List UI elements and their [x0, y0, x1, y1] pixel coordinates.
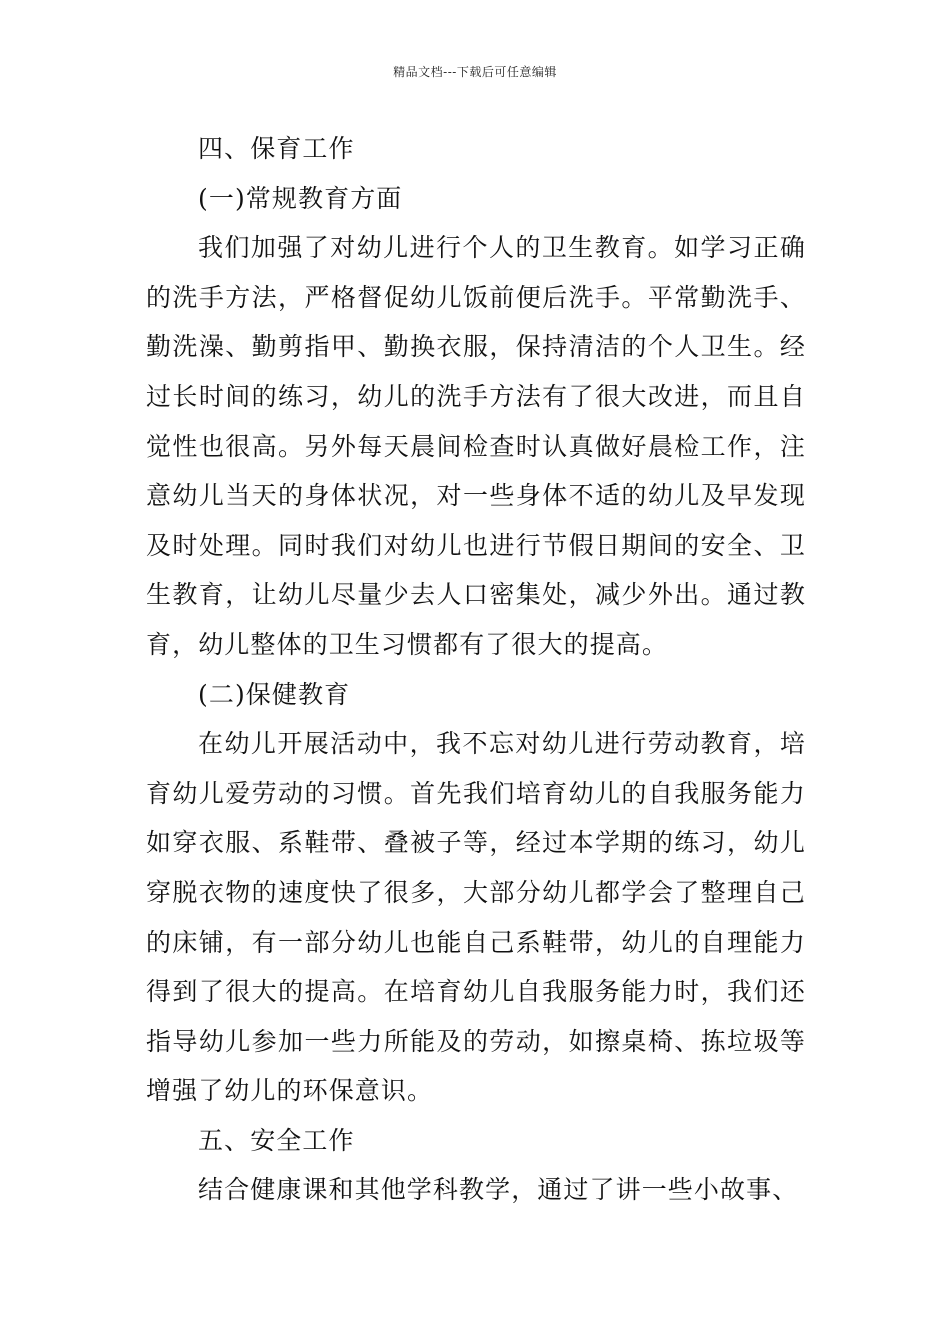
- paragraph-hygiene-education: 我们加强了对幼儿进行个人的卫生教育。如学习正确的洗手方法，严格督促幼儿饭前便后洗手。平常勤洗手、勤洗澡、勤剪指甲、勤换衣服，保持清洁的个人卫生。经过长时间的练习，幼儿的洗手方法有了很大改进，而且自觉性也很高。另外每天晨间检查时认真做好晨检工作，注意幼儿当天的身体状况，对一些身体不适的幼儿及早发现及时处理。同时我们对幼儿也进行节假日期间的安全、卫生教育，让幼儿尽量少去人口密集处，减少外出。通过教育，幼儿整体的卫生习惯都有了很大的提高。: [146, 233, 806, 659]
- subsection-heading-routine-education: (一)常规教育方面: [198, 183, 403, 213]
- paragraph-safety-work: 结合健康课和其他学科教学，通过了讲一些小故事、: [198, 1175, 799, 1205]
- subsection-heading-health-education: (二)保健教育: [198, 679, 351, 709]
- section-heading-four: 四、保育工作: [198, 134, 355, 163]
- paragraph-labor-education: 在幼儿开展活动中，我不忘对幼儿进行劳动教育，培育幼儿爱劳动的习惯。首先我们培育幼儿的自我服务能力如穿衣服、系鞋带、叠被子等，经过本学期的练习，幼儿穿脱衣物的速度快了很多，大部分幼儿都学会了整理自己的床铺，有一部分幼儿也能自己系鞋带，幼儿的自理能力得到了很大的提高。在培育幼儿自我服务能力时，我们还指导幼儿参加一些力所能及的劳动，如擦桌椅、拣垃圾等增强了幼儿的环保意识。: [146, 729, 806, 1106]
- page-header: 精品文档---下载后可任意编辑: [393, 65, 557, 79]
- document-body: [146, 124, 806, 1215]
- section-heading-five: 五、安全工作: [198, 1125, 355, 1155]
